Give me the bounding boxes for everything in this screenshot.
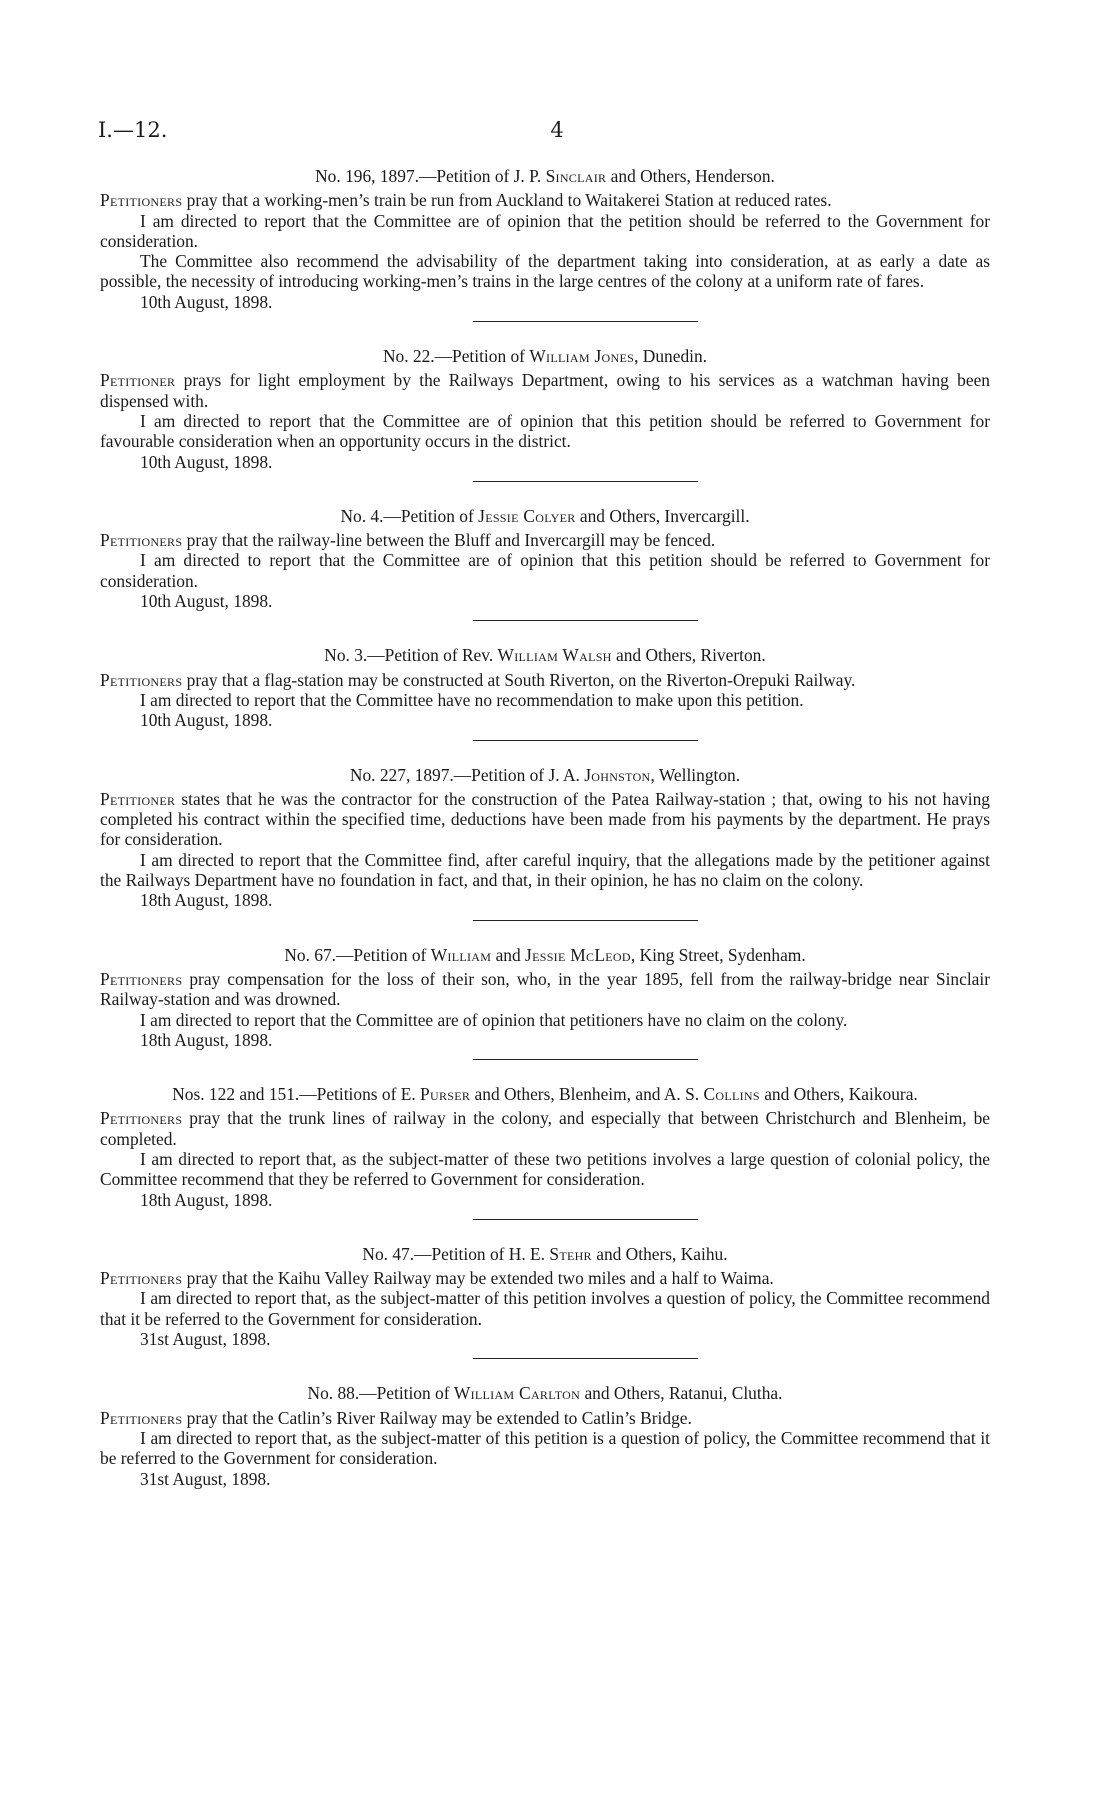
title-text: and Others, Ratanui, Clutha. bbox=[580, 1383, 783, 1404]
petitioner-name: Johnston bbox=[584, 764, 651, 785]
committee-report: I am directed to report that the Committee have no recommendation to make upon this petition. bbox=[140, 689, 804, 710]
petitions-list bbox=[100, 166, 990, 1489]
petitioner-name: Collins bbox=[703, 1084, 760, 1105]
petitioner-label: Petitioners bbox=[100, 190, 183, 211]
petition-entry bbox=[100, 945, 990, 1060]
title-text: Nos. 122 and 151.—Petitions of E. bbox=[172, 1084, 421, 1105]
title-text: and Others, Blenheim, and A. S. bbox=[470, 1084, 704, 1105]
petition-title bbox=[100, 1244, 990, 1264]
petitioner-label: Petitioners bbox=[100, 669, 183, 690]
petition-prayer bbox=[100, 1268, 990, 1288]
page-header bbox=[98, 118, 1016, 148]
petition-entry bbox=[100, 1244, 990, 1359]
petitioner-name: William Walsh bbox=[497, 645, 612, 666]
petitioner-label: Petitioners bbox=[100, 1407, 183, 1428]
petition-title bbox=[100, 765, 990, 785]
title-text: No. 88.—Petition of bbox=[307, 1383, 454, 1404]
title-text: , Wellington. bbox=[650, 764, 741, 785]
petition-title bbox=[100, 166, 990, 186]
section-divider bbox=[473, 920, 698, 921]
petitioner-label: Petitioner bbox=[100, 788, 176, 809]
petition-title bbox=[100, 506, 990, 526]
petition-entry bbox=[100, 346, 990, 482]
report-date: 10th August, 1898. bbox=[140, 591, 273, 612]
petitioner-name: William Jones bbox=[529, 346, 635, 367]
petition-prayer bbox=[100, 1408, 990, 1428]
report-date: 31st August, 1898. bbox=[140, 1468, 271, 1489]
report-date: 10th August, 1898. bbox=[140, 451, 273, 472]
title-text: , Dunedin. bbox=[634, 346, 708, 367]
petitioner-label: Petitioners bbox=[100, 1268, 183, 1289]
committee-report: I am directed to report that, as the subject-matter of this petition involves a question of policy, the Committee recommend that it be referred to the Government for consideration. bbox=[100, 1288, 990, 1329]
petition-title bbox=[100, 645, 990, 665]
page-reference: I.—12. bbox=[98, 118, 168, 142]
section-divider bbox=[473, 1219, 698, 1220]
title-text: , King Street, Sydenham. bbox=[630, 944, 806, 965]
petition-prayer bbox=[100, 670, 990, 690]
petitioner-label: Petitioner bbox=[100, 370, 176, 391]
section-divider bbox=[473, 1358, 698, 1359]
petitioner-name: Stehr bbox=[549, 1243, 592, 1264]
section-divider bbox=[473, 481, 698, 482]
title-text: No. 67.—Petition of bbox=[284, 944, 431, 965]
committee-report: I am directed to report that the Committee are of opinion that petitioners have no claim on the colony. bbox=[140, 1009, 848, 1030]
petition-prayer bbox=[100, 190, 990, 210]
title-text: No. 227, 1897.—Petition of J. A. bbox=[349, 764, 585, 785]
title-text: and bbox=[491, 944, 526, 965]
petitioner-name: Jessie McLeod bbox=[525, 944, 631, 965]
petition-entry bbox=[100, 166, 990, 322]
title-text: No. 22.—Petition of bbox=[382, 346, 530, 367]
petitioner-name: William Carlton bbox=[453, 1383, 581, 1404]
prayer-text: pray that the Kaihu Valley Railway may be extended two miles and a half to Waima. bbox=[182, 1268, 774, 1289]
committee-report: I am directed to report that the Committee are of opinion that the petition should be referred to the Government for consideration. bbox=[100, 210, 990, 251]
report-date: 18th August, 1898. bbox=[140, 1029, 273, 1050]
committee-report: I am directed to report that the Committee are of opinion that this petition should be referred to Government for consideration. bbox=[100, 550, 990, 591]
title-text: and Others, Riverton. bbox=[611, 645, 766, 666]
title-text: and Others, Henderson. bbox=[606, 166, 775, 186]
petition-entry bbox=[100, 1084, 990, 1220]
title-text: No. 3.—Petition of Rev. bbox=[324, 645, 498, 666]
committee-report: I am directed to report that the Committee are of opinion that this petition should be referred to Government for favourable consideration when an opportunity occurs in the district. bbox=[100, 410, 990, 452]
petition-entry bbox=[100, 506, 990, 621]
petition-prayer bbox=[100, 370, 990, 411]
prayer-text: pray that a working-men’s train be run from Auckland to Waitakerei Station at reduced rates. bbox=[182, 190, 832, 211]
report-date: 18th August, 1898. bbox=[140, 1189, 273, 1210]
title-text: No. 196, 1897.—Petition of J. P. bbox=[315, 166, 546, 186]
title-text: and Others, Kaikoura. bbox=[759, 1084, 918, 1105]
title-text: No. 47.—Petition of H. E. bbox=[362, 1243, 550, 1264]
committee-report: I am directed to report that, as the subject-matter of these two petitions involves a large question of colonial policy, the Committee recommend that they be referred to Government for consideration. bbox=[100, 1148, 990, 1190]
petitioner-label: Petitioners bbox=[100, 1108, 183, 1129]
prayer-text: states that he was the contractor for the construction of the Patea Railway-station ; that, owing to his not having completed his contract within the specified time, deductions have been made from his payments by the department. He prays for consideration. bbox=[100, 788, 990, 850]
petition-prayer bbox=[100, 969, 990, 1010]
prayer-text: pray compensation for the loss of their son, who, in the year 1895, fell from the railway-bridge near Sinclair Railway-station and was drowned. bbox=[100, 968, 990, 1010]
report-date: 18th August, 1898. bbox=[140, 890, 273, 911]
prayer-text: pray that a flag-station may be constructed at South Riverton, on the Riverton-Orepuki Railway. bbox=[182, 669, 856, 690]
petitioner-name: Sinclair bbox=[545, 166, 607, 186]
committee-report: The Committee also recommend the advisability of the department taking into consideration, at as early a date as possible, the necessity of introducing working-men’s trains in the large centres of the colony at a uniform rate of fares. bbox=[100, 251, 990, 292]
petition-prayer bbox=[100, 789, 990, 850]
petition-entry bbox=[100, 1383, 990, 1488]
petitioner-label: Petitioners bbox=[100, 968, 183, 989]
petition-prayer bbox=[100, 1108, 990, 1149]
petitioner-label: Petitioners bbox=[100, 530, 183, 551]
petitioner-name: Jessie Colyer bbox=[478, 505, 576, 526]
title-text: and Others, Invercargill. bbox=[575, 505, 750, 526]
petition-prayer bbox=[100, 530, 990, 550]
section-divider bbox=[473, 740, 698, 741]
petition-title bbox=[100, 1084, 990, 1104]
title-text: and Others, Kaihu. bbox=[591, 1243, 728, 1264]
title-text: No. 4.—Petition of bbox=[340, 505, 479, 526]
petition-title bbox=[100, 945, 990, 965]
report-date: 10th August, 1898. bbox=[140, 291, 273, 312]
petition-entry bbox=[100, 765, 990, 921]
report-date: 31st August, 1898. bbox=[140, 1329, 271, 1350]
prayer-text: pray that the trunk lines of railway in the colony, and especially that between Christchurch and Blenheim, be completed. bbox=[100, 1108, 990, 1149]
section-divider bbox=[473, 620, 698, 621]
prayer-text: prays for light employment by the Railways Department, owing to his services as a watchman having been dispensed with. bbox=[100, 370, 990, 411]
section-divider bbox=[473, 1059, 698, 1060]
petition-title bbox=[100, 346, 990, 366]
prayer-text: pray that the railway-line between the Bluff and Invercargill may be fenced. bbox=[182, 530, 716, 551]
petitioner-name: Purser bbox=[420, 1084, 471, 1105]
committee-report: I am directed to report that, as the subject-matter of this petition is a question of policy, the Committee recommend that it be referred to the Government for consideration. bbox=[100, 1427, 990, 1469]
petition-title bbox=[100, 1383, 990, 1403]
page-number: 4 bbox=[550, 118, 564, 142]
committee-report: I am directed to report that the Committee find, after careful inquiry, that the allegations made by the petitioner against the Railways Department have no foundation in fact, and that, in their opinion, he has no claim on the colony. bbox=[100, 849, 990, 891]
prayer-text: pray that the Catlin’s River Railway may be extended to Catlin’s Bridge. bbox=[182, 1407, 692, 1428]
petitioner-name: William bbox=[430, 944, 492, 965]
section-divider bbox=[473, 321, 698, 322]
petition-entry bbox=[100, 645, 990, 740]
report-date: 10th August, 1898. bbox=[140, 710, 273, 731]
